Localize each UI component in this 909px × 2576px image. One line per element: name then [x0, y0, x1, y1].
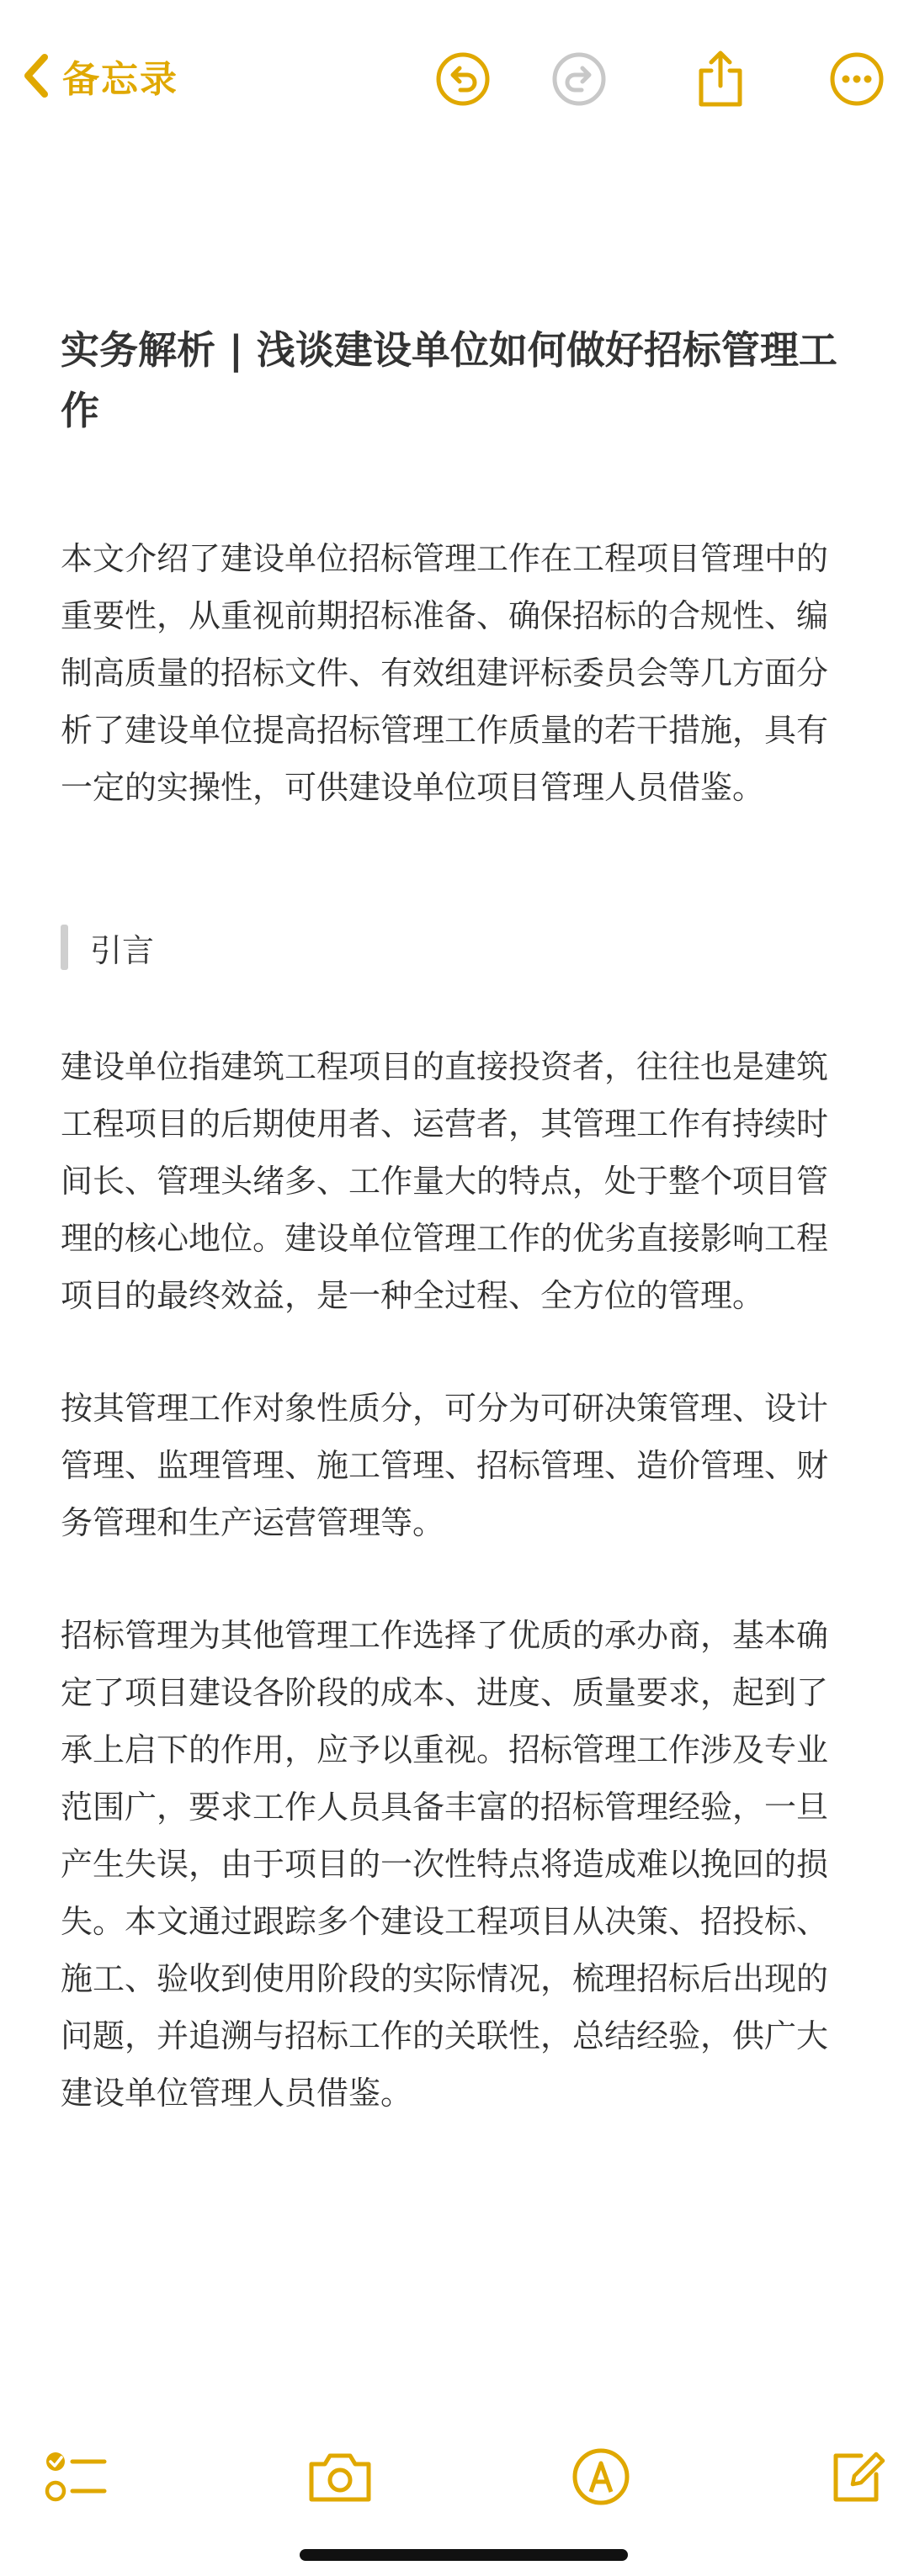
chevron-left-icon — [19, 49, 52, 103]
compose-button[interactable] — [820, 2440, 894, 2514]
redo-icon — [551, 51, 607, 107]
checklist-button[interactable] — [39, 2440, 113, 2514]
body-paragraph: 按其管理工作对象性质分，可分为可研决策管理、设计管理、监理管理、施工管理、招标管理、造价管理、财务管理和生产运营管理等。 — [61, 1390, 829, 1541]
section-heading — [61, 919, 852, 976]
camera-icon — [306, 2449, 374, 2504]
section-heading-text: 引言 — [90, 931, 155, 969]
back-button[interactable] — [19, 49, 178, 103]
home-indicator[interactable] — [300, 2549, 628, 2561]
undo-button[interactable] — [433, 49, 493, 109]
bottom-toolbar — [0, 2440, 909, 2541]
share-button[interactable] — [690, 49, 751, 109]
compose-icon — [827, 2447, 886, 2506]
top-toolbar — [0, 0, 909, 151]
undo-icon — [435, 51, 491, 107]
body-paragraph: 招标管理为其他管理工作选择了优质的承办商，基本确定了项目建设各阶段的成本、进度、质量要求，起到了承上启下的作用，应予以重视。招标管理工作涉及专业范围广，要求工作人员具备丰富的招标管理经验，一旦产生失误，由于项目的一次性特点将造成难以挽回的损失。本文通过跟踪多个建设工程项目从决策、招投标、施工、验收到使用阶段的实际情况，梳理招标后出现的问题，并追溯与招标工作的关联性，总结经验，供广大建设单位管理人员借鉴。 — [61, 1617, 829, 2112]
more-button[interactable] — [827, 49, 887, 109]
note-body[interactable] — [61, 320, 852, 2122]
markup-icon — [571, 2446, 631, 2507]
quote-bar — [61, 925, 68, 970]
intro-paragraph: 本文介绍了建设单位招标管理工作在工程项目管理中的重要性，从重视前期招标准备、确保招标的合规性、编制高质量的招标文件、有效组建评标委员会等几方面分析了建设单位提高招标管理工作质量的若干措施，具有一定的实操性，可供建设单位项目管理人员借鉴。 — [61, 540, 829, 806]
markup-button[interactable] — [564, 2440, 638, 2514]
redo-button[interactable] — [549, 49, 609, 109]
back-button-label: 备忘录 — [62, 58, 178, 101]
more-icon — [829, 51, 885, 107]
share-icon — [694, 49, 747, 109]
camera-button[interactable] — [303, 2440, 377, 2514]
body-paragraph: 建设单位指建筑工程项目的直接投资者，往往也是建筑工程项目的后期使用者、运营者，其管理工作有持续时间长、管理头绪多、工作量大的特点，处于整个项目管理的核心地位。建设单位管理工作的优劣直接影响工程项目的最终效益，是一种全过程、全方位的管理。 — [61, 1048, 829, 1314]
checklist-icon — [44, 2447, 108, 2506]
note-title: 实务解析 | 浅谈建设单位如何做好招标管理工作 — [61, 327, 837, 433]
